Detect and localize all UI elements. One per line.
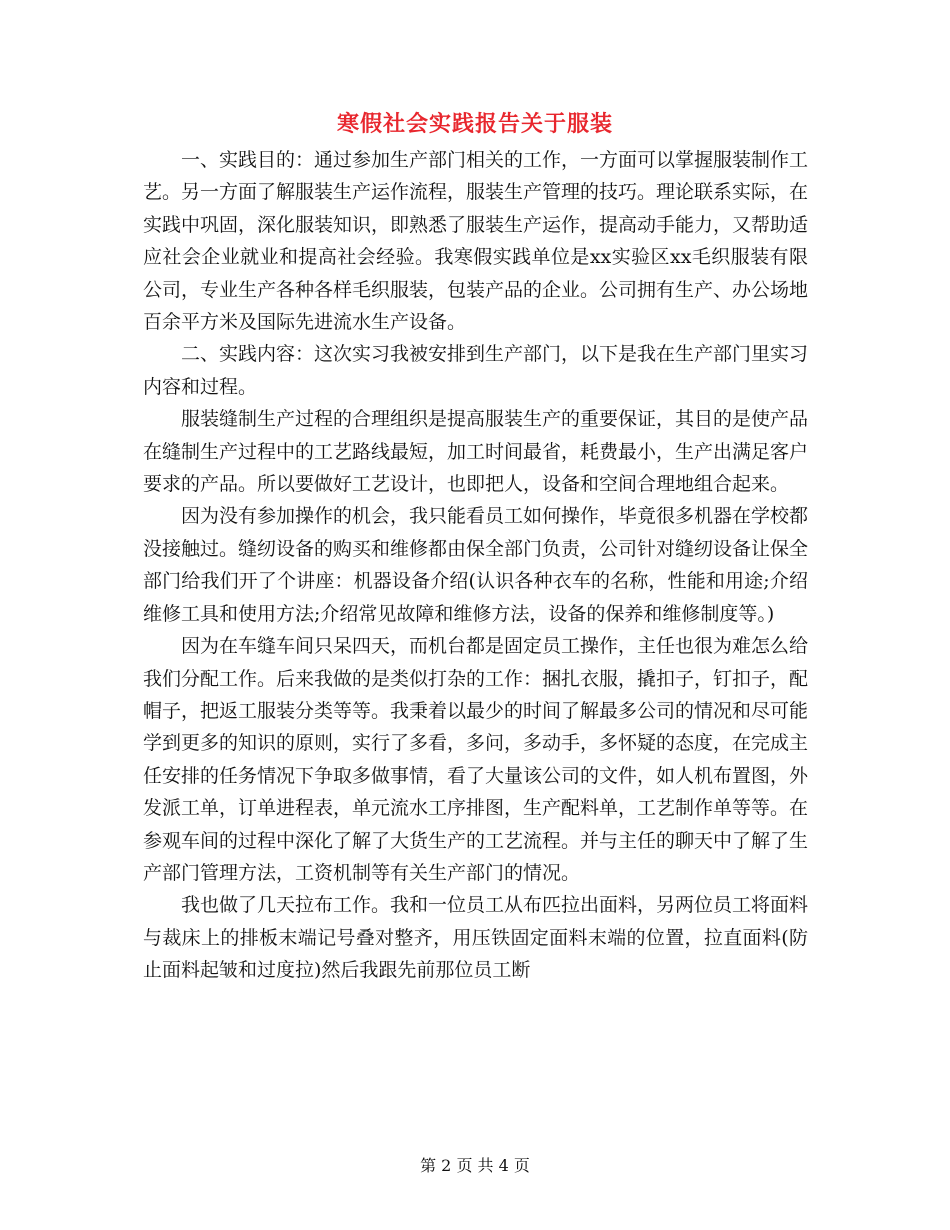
paragraph-equipment: 因为没有参加操作的机会，我只能看员工如何操作，毕竟很多机器在学校都没接触过。缝纫设备的购买和维修都由保全部门负责，公司针对缝纫设备让保全部门给我们开了个讲座：机器设备介绍(认识各种衣车的名称，性能和用途;介绍维修工具和使用方法;介绍常见故障和维修方法，设备的保养和维修制度等。) [143,505,809,625]
page-number: 第 2 页 共 4 页 [420,1156,530,1175]
document-body [143,144,808,987]
paragraph-purpose: 一、实践目的：通过参加生产部门相关的工作，一方面可以掌握服装制作工艺。另一方面了解服装生产运作流程，服装生产管理的技巧。理论联系实际，在实践中巩固，深化服装知识，即熟悉了服装生产运作，提高动手能力，又帮助适应社会企业就业和提高社会经验。我寒假实践单位是xx实验区xx毛织服装有限公司，专业生产各种各样毛织服装，包装产品的企业。公司拥有生产、办公场地百余平方米及国际先进流水生产设备。 [143,149,809,334]
paragraph-spreading: 我也做了几天拉布工作。我和一位员工从布匹拉出面料，另两位员工将面料与裁床上的排板末端记号叠对整齐，用压铁固定面料末端的位置，拉直面料(防止面料起皱和过度拉)然后我跟先前那位员工断 [143,894,809,982]
paragraph-workshop: 因为在车缝车间只呆四天，而机台都是固定员工操作，主任也很为难怎么给我们分配工作。后来我做的是类似打杂的工作：捆扎衣服，撬扣子，钉扣子，配帽子，把返工服装分类等等。我秉着以最少的时间了解最多公司的情况和尽可能学到更多的知识的原则，实行了多看，多问，多动手，多怀疑的态度，在完成主任安排的任务情况下争取多做事情，看了大量该公司的文件，如人机布置图，外发派工单，订单进程表，单元流水工序排图，生产配料单，工艺制作单等等。在参观车间的过程中深化了解了大货生产的工艺流程。并与主任的聊天中了解了生产部门管理方法，工资机制等有关生产部门的情况。 [143,635,809,884]
document-title: 寒假社会实践报告关于服装 [336,111,613,137]
paragraph-content: 二、实践内容：这次实习我被安排到生产部门，以下是我在生产部门里实习内容和过程。 [143,343,809,398]
paragraph-organization: 服装缝制生产过程的合理组织是提高服装生产的重要保证，其目的是使产品在缝制生产过程中的工艺路线最短，加工时间最省，耗费最小，生产出满足客户要求的产品。所以要做好工艺设计，也即把人，设备和空间合理地组合起来。 [143,408,809,496]
